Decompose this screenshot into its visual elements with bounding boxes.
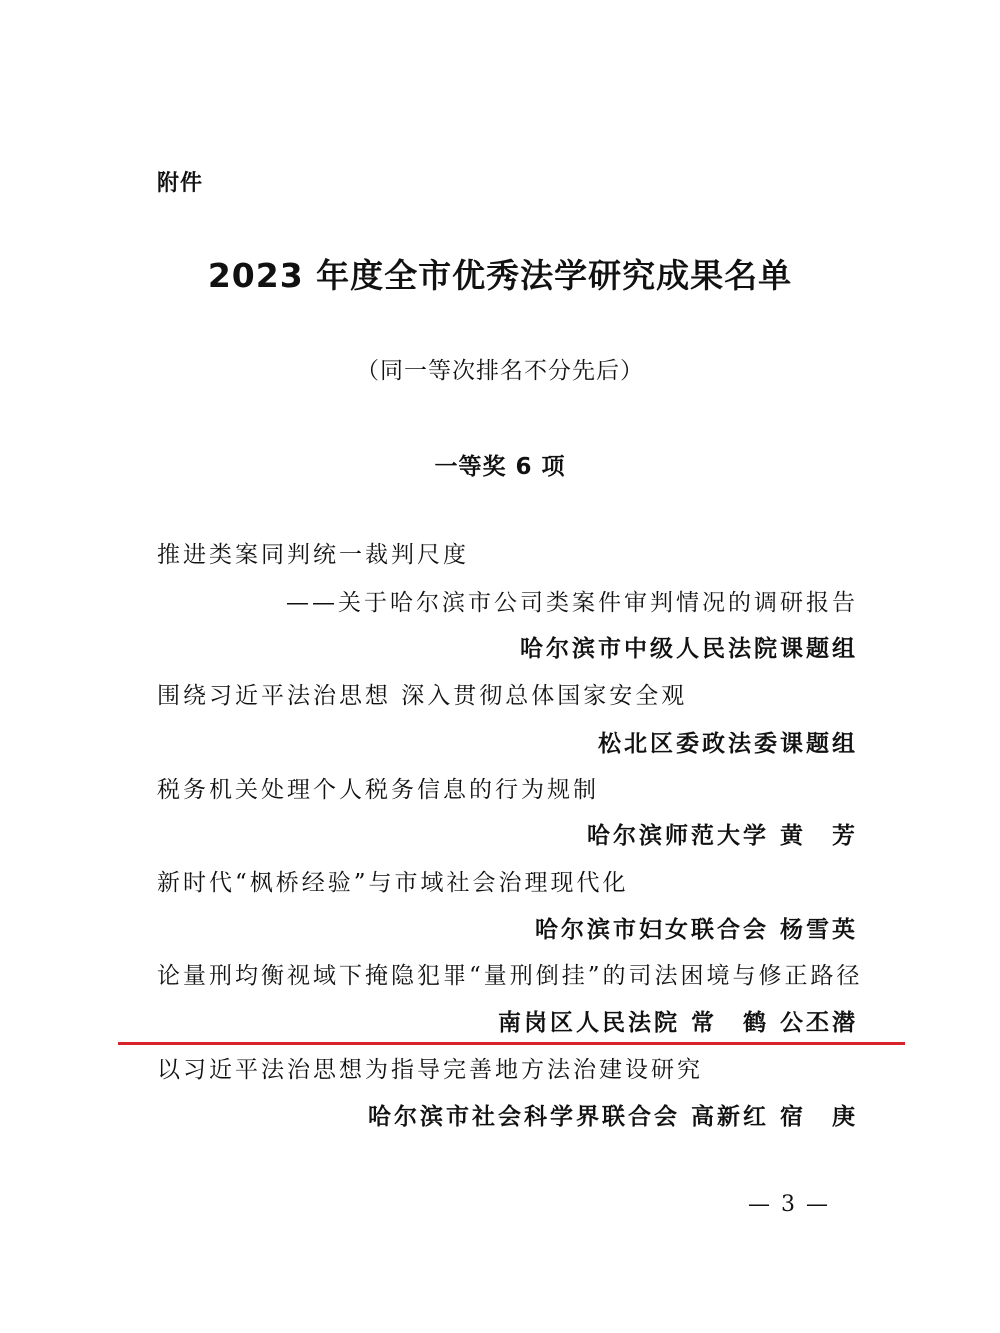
attachment-label: 附件: [157, 171, 204, 196]
entry-author: 哈尔滨市社会科学界联合会 高新红 宿 庚: [367, 1104, 858, 1130]
award-level-heading: 一等奖 6 项: [434, 454, 566, 480]
entry-author: 哈尔滨师范大学 黄 芳: [586, 823, 858, 849]
entry-title: 新时代“枫桥经验”与市域社会治理现代化: [157, 870, 629, 896]
entry-author: 南岗区人民法院 常 鹤 公丕潜: [497, 1010, 858, 1036]
entry-title: 围绕习近平法治思想 深入贯彻总体国家安全观: [157, 683, 688, 709]
document-subtitle: （同一等次排名不分先后）: [356, 358, 644, 384]
entry-subtitle: ——关于哈尔滨市公司类案件审判情况的调研报告: [286, 590, 858, 616]
red-divider-rule: [118, 1042, 905, 1045]
entry-title: 税务机关处理个人税务信息的行为规制: [157, 777, 599, 803]
entry-title: 推进类案同判统一裁判尺度: [157, 542, 469, 568]
page-number: — 3 —: [748, 1192, 830, 1217]
entry-author: 哈尔滨市中级人民法院课题组: [520, 636, 858, 662]
entry-author: 哈尔滨市妇女联合会 杨雪英: [534, 917, 858, 943]
entry-author: 松北区委政法委课题组: [598, 731, 858, 757]
document-title: 2023 年度全市优秀法学研究成果名单: [207, 256, 793, 295]
entry-title: 以习近平法治思想为指导完善地方法治建设研究: [157, 1057, 703, 1083]
entry-title: 论量刑均衡视域下掩隐犯罪“量刑倒挂”的司法困境与修正路径: [157, 963, 863, 989]
